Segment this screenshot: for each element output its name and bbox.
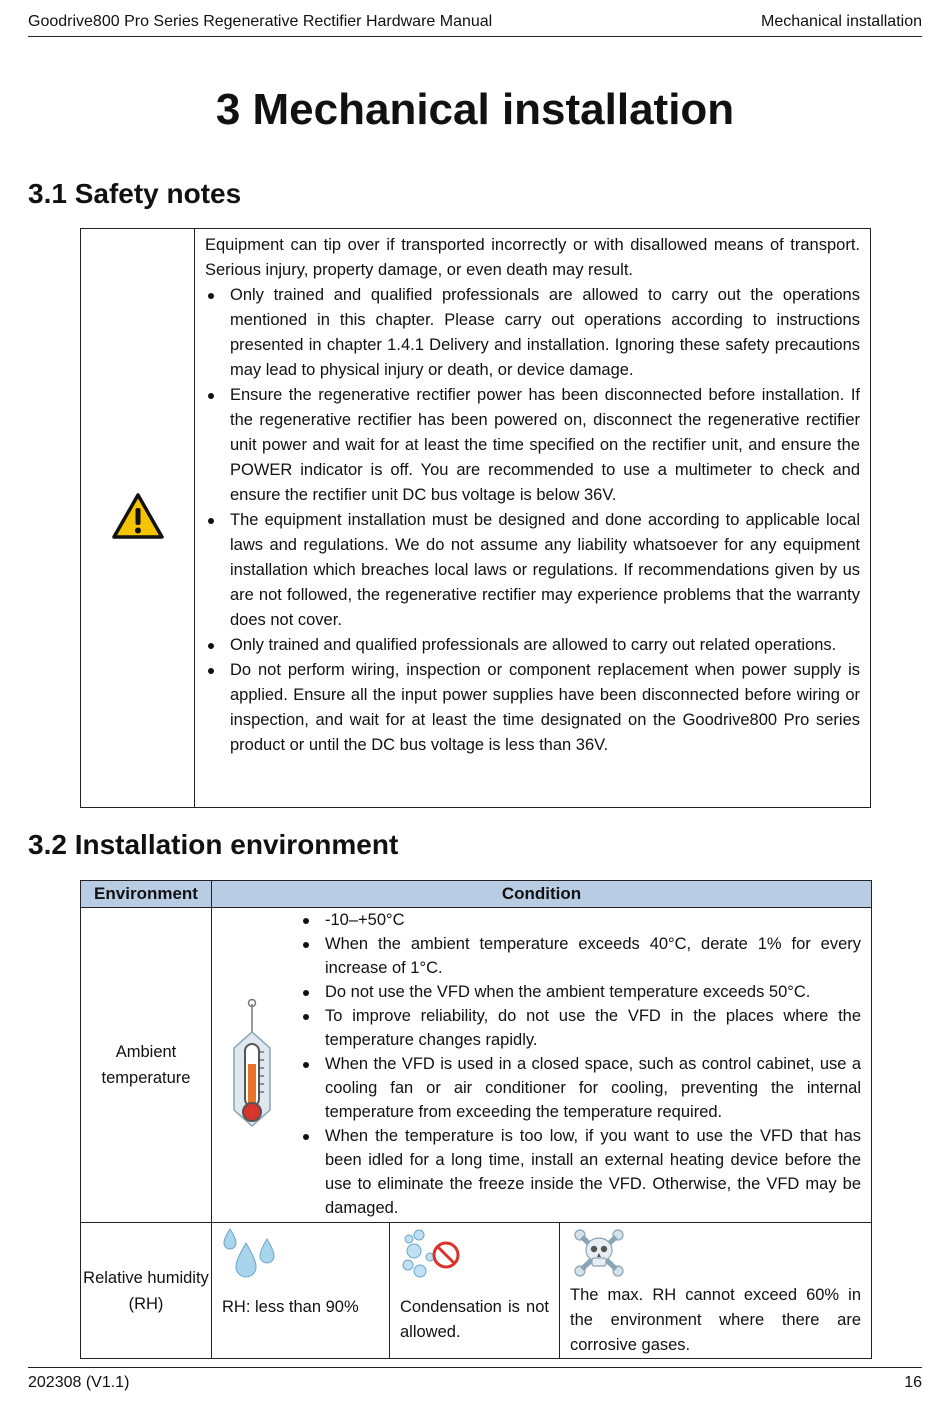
skull-crossbones-icon: [570, 1227, 628, 1279]
section-title-environment: 3.2 Installation environment: [28, 829, 399, 860]
ambient-condition-cell: [212, 908, 872, 1223]
ambient-temperature-label: Ambient temperature: [81, 908, 212, 1223]
ambient-bullet: When the temperature is too low, if you want to use the VFD that has been idled for a long time, install an external heating device before the use to eliminate the freeze inside the VFD. Otherwise, the VFD may be damaged.: [300, 1124, 861, 1220]
safety-notes-table: [80, 228, 871, 808]
safety-bullet: The equipment installation must be designed and done according to applicable local laws and regulations. We do not assume any liability whatsoever for any equipment installation which breaches local laws or regulations. If recommendations given by us are not followed, the regenerative rectifier may experience problems that the warranty does not cover.: [205, 508, 860, 633]
humidity-cell-condensation: [390, 1223, 560, 1359]
safety-bullet: Only trained and qualified professionals are allowed to carry out related operations.: [205, 633, 860, 658]
chapter-title: 3 Mechanical installation: [215, 85, 735, 134]
humidity-cell-rh: [212, 1223, 390, 1359]
humidity-corrosive-text: The max. RH cannot exceed 60% in the environment where there are corrosive gases.: [570, 1286, 862, 1354]
no-condensation-icon: [400, 1227, 464, 1285]
section-title-safety: 3.1 Safety notes: [28, 178, 242, 209]
thermometer-box: [212, 908, 292, 1220]
safety-bullet: Do not perform wiring, inspection or component replacement when power supply is applied. Ensure all the input power supplies have been disconnected before wiring or inspection, and wait for at least the time designated on the Goodrive800 Pro series product or until the DC bus voltage is less than 36V.: [205, 658, 860, 758]
warning-triangle-icon: [112, 492, 164, 540]
header-manual-title: Goodrive800 Pro Series Regenerative Rectifier Hardware Manual: [28, 13, 493, 30]
safety-bullet-list: [205, 283, 860, 758]
page-footer: [28, 1367, 922, 1398]
footer-page-number: 16: [904, 1374, 922, 1391]
header-environment: Environment: [81, 881, 212, 908]
footer-version: 202308 (V1.1): [28, 1374, 130, 1391]
environment-table: [80, 880, 872, 1359]
ambient-bullet: -10–+50°C: [300, 908, 861, 932]
ambient-bullet-list: [300, 908, 861, 1220]
header-condition: Condition: [212, 881, 872, 908]
water-drops-icon: [222, 1227, 282, 1285]
humidity-rh-text: RH: less than 90%: [222, 1298, 359, 1316]
thermometer-icon: [230, 998, 274, 1130]
safety-bullet: Ensure the regenerative rectifier power has been disconnected before installation. If the regenerative rectifier has been powered on, disconnect the regenerative rectifier unit power and wait for at least the time specified on the rectifier unit, and ensure the POWER indicator is off. You are recommended to use a multimeter to check and ensure the rectifier unit DC bus voltage is below 36V.: [205, 383, 860, 508]
safety-icon-cell: [81, 229, 195, 808]
humidity-cell-corrosive: [560, 1223, 872, 1359]
ambient-bullet: When the VFD is used in a closed space, such as control cabinet, use a cooling fan or air conditioner for cooling, preventing the internal temperature from exceeding the temperature required.: [300, 1052, 861, 1124]
ambient-bullet: Do not use the VFD when the ambient temperature exceeds 50°C.: [300, 980, 861, 1004]
ambient-bullet: When the ambient temperature exceeds 40°C, derate 1% for every increase of 1°C.: [300, 932, 861, 980]
safety-text-cell: [195, 229, 871, 808]
safety-intro: Equipment can tip over if transported incorrectly or with disallowed means of transport. Serious injury, property damage, or even death may result.: [205, 236, 860, 279]
header-chapter-name: Mechanical installation: [761, 13, 922, 30]
page-header: [28, 10, 922, 37]
ambient-bullet: To improve reliability, do not use the VFD in the places where the temperature changes rapidly.: [300, 1004, 861, 1052]
safety-bullet: Only trained and qualified professionals are allowed to carry out the operations mentioned in this chapter. Please carry out operations according to instructions presented in chapter 1.4.1 Delivery and installation. Ignoring these safety precautions may lead to physical injury or death, or device damage.: [205, 283, 860, 383]
relative-humidity-label: Relative humidity (RH): [81, 1223, 212, 1359]
humidity-condensation-text: Condensation is not allowed.: [400, 1298, 549, 1341]
